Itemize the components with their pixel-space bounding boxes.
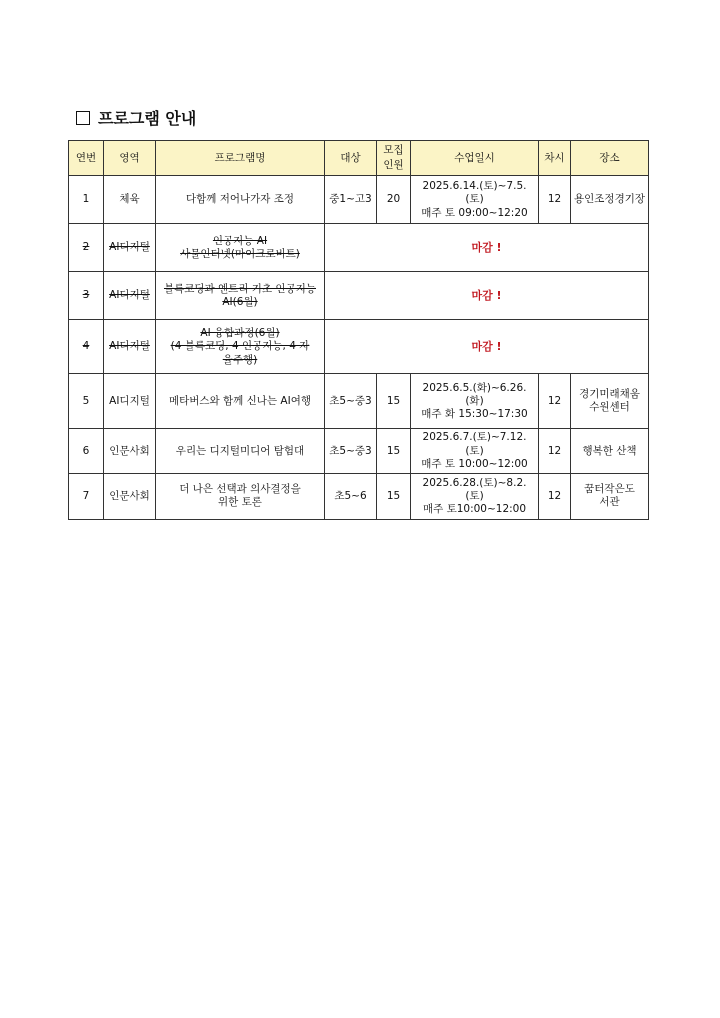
- cell-place: [571, 473, 649, 519]
- cell-place-line: 꿈터작은도: [584, 483, 635, 496]
- cell-program-line: 메타버스와 함께 신나는 AI여행: [168, 394, 311, 407]
- cell-program: [156, 429, 325, 473]
- table-row: [69, 429, 649, 473]
- cell-program-line: 더 나은 선택과 의사결정을: [179, 483, 301, 496]
- cell-place: [571, 176, 649, 224]
- cell-program-line: 위한 토론: [218, 496, 262, 509]
- cell-no: 5: [69, 374, 104, 429]
- cell-schedule-line: 매주 토10:00~12:00: [422, 502, 527, 515]
- section-heading: [76, 106, 196, 129]
- cell-area: 인문사회: [104, 429, 156, 473]
- cell-schedule-line: 매주 토 09:00~12:20: [421, 206, 528, 219]
- cell-sessions: 12: [539, 374, 571, 429]
- cell-area: AI디지털: [104, 320, 156, 374]
- cell-place: [571, 429, 649, 473]
- cell-schedule: [411, 374, 539, 429]
- cell-recruit: 15: [377, 429, 411, 473]
- cell-schedule-line: 2025.6.28.(토)~8.2.(토): [422, 476, 527, 502]
- cell-recruit: 15: [377, 374, 411, 429]
- table-header-row: [69, 141, 649, 176]
- header-recruit: [377, 141, 411, 176]
- checkbox-square-icon: [76, 111, 90, 125]
- cell-place-line: 용인조정경기장: [574, 193, 646, 206]
- program-table: [68, 140, 649, 520]
- header-program: 프로그램명: [156, 141, 325, 176]
- header-no: 연번: [69, 141, 104, 176]
- cell-recruit: 15: [377, 473, 411, 519]
- cell-schedule: [411, 429, 539, 473]
- header-recruit-line: 인원: [383, 159, 404, 172]
- cell-target: 중1~고3: [325, 176, 377, 224]
- cell-program-line: AI(6월): [222, 295, 258, 308]
- cell-area: AI디지털: [104, 272, 156, 320]
- table-row: [69, 272, 649, 320]
- cell-program: [156, 473, 325, 519]
- cell-area: 체육: [104, 176, 156, 224]
- cell-target: 초5~6: [325, 473, 377, 519]
- cell-status-closed: 마감 !: [325, 272, 649, 320]
- cell-schedule-line: 2025.6.14.(토)~7.5.(토): [422, 180, 527, 206]
- cell-no: 6: [69, 429, 104, 473]
- cell-place-line: 수원센터: [589, 401, 630, 414]
- cell-no: 2: [69, 224, 104, 272]
- cell-place-line: 행복한 산책: [582, 444, 637, 457]
- table-row: [69, 374, 649, 429]
- cell-program-line: 사물인터넷(마이크로비트): [180, 247, 300, 260]
- cell-schedule: [411, 176, 539, 224]
- cell-schedule: [411, 473, 539, 519]
- header-place: 장소: [571, 141, 649, 176]
- cell-program: [156, 272, 325, 320]
- cell-area: 인문사회: [104, 473, 156, 519]
- cell-target: 초5~중3: [325, 374, 377, 429]
- cell-program-line: 블록코딩과 엔트리 기초 인공지능: [163, 282, 316, 295]
- table-row: [69, 176, 649, 224]
- cell-target: 초5~중3: [325, 429, 377, 473]
- cell-program: [156, 320, 325, 374]
- cell-schedule-line: 매주 화 15:30~17:30: [421, 408, 528, 420]
- cell-no: 7: [69, 473, 104, 519]
- table-row: [69, 224, 649, 272]
- cell-no: 3: [69, 272, 104, 320]
- cell-sessions: 12: [539, 473, 571, 519]
- cell-sessions: 12: [539, 429, 571, 473]
- cell-program-line: 우리는 디지털미디어 탐험대: [175, 444, 305, 457]
- header-area: 영역: [104, 141, 156, 176]
- cell-program: [156, 224, 325, 272]
- cell-no: 1: [69, 176, 104, 224]
- header-recruit-line: 모집: [383, 144, 404, 156]
- cell-sessions: 12: [539, 176, 571, 224]
- cell-recruit: 20: [377, 176, 411, 224]
- cell-program-line: 인공지능 AI: [212, 234, 268, 247]
- cell-schedule-line: 매주 토 10:00~12:00: [421, 457, 528, 470]
- header-schedule: 수업일시: [411, 141, 539, 176]
- cell-place: [571, 374, 649, 429]
- cell-program: [156, 176, 325, 224]
- cell-area: AI디지털: [104, 374, 156, 429]
- cell-schedule-line: 2025.6.5.(화)~6.26.(화): [422, 381, 527, 407]
- cell-program: [156, 374, 325, 429]
- cell-program-line: (4 블록코딩, 4 인공지능, 4 자: [170, 340, 310, 353]
- header-target: 대상: [325, 141, 377, 176]
- header-sessions: 차시: [539, 141, 571, 176]
- cell-program-line: 다함께 저어나가자 조정: [185, 193, 295, 206]
- table-row: [69, 320, 649, 374]
- cell-program-line: 율주행): [222, 353, 258, 366]
- cell-status-closed: 마감 !: [325, 320, 649, 374]
- cell-program-line: AI 융합과정(6월): [200, 327, 280, 340]
- cell-place-line: 서관: [599, 496, 620, 509]
- cell-schedule-line: 2025.6.7.(토)~7.12.(토): [422, 431, 527, 457]
- cell-status-closed: 마감 !: [325, 224, 649, 272]
- table-row: [69, 473, 649, 519]
- section-title: 프로그램 안내: [98, 109, 197, 128]
- cell-area: AI디지털: [104, 224, 156, 272]
- cell-no: 4: [69, 320, 104, 374]
- cell-place-line: 경기미래채움: [579, 388, 640, 401]
